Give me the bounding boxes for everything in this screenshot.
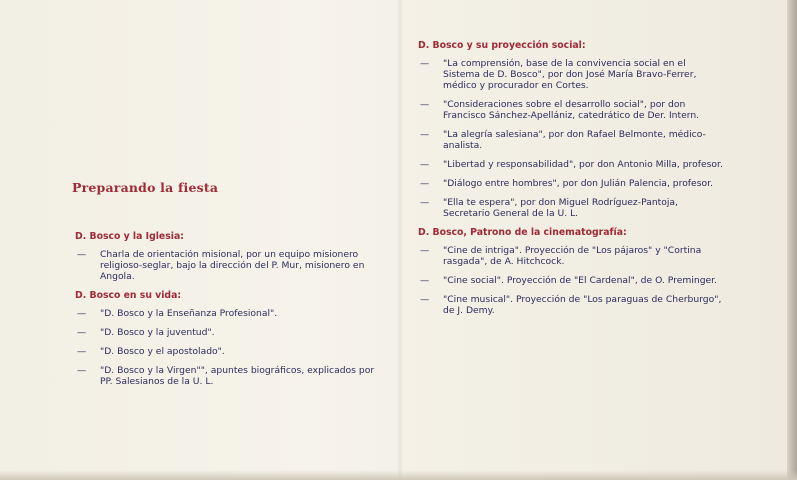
list-item: — "Cine social". Proyección de "El Cardenal", de O. Preminger. bbox=[420, 275, 718, 286]
page-edge-right bbox=[787, 0, 797, 480]
section-heading-vida: D. Bosco en su vida: bbox=[75, 290, 182, 301]
dash-icon: — bbox=[420, 129, 430, 140]
page-fold bbox=[397, 0, 403, 480]
list-item: — "Libertad y responsabilidad", por don Antonio Milla, profesor. bbox=[420, 159, 723, 170]
dash-icon: — bbox=[77, 346, 87, 357]
list-item: — "D. Bosco y la Enseñanza Profesional". bbox=[77, 308, 278, 319]
list-item: — Charla de orientación misional, por un equipo misionero religioso-seglar, bajo la dirección del P. Mur, misionero en Angola. bbox=[77, 249, 365, 282]
section-heading-proyeccion-social: D. Bosco y su proyección social: bbox=[418, 40, 586, 51]
list-item: — "D. Bosco y la juventud". bbox=[77, 327, 215, 338]
dash-icon: — bbox=[77, 365, 87, 376]
page-edge-bottom bbox=[0, 470, 797, 480]
dash-icon: — bbox=[77, 327, 87, 338]
section-heading-iglesia: D. Bosco y la Iglesia: bbox=[75, 231, 184, 242]
left-column bbox=[72, 180, 375, 395]
list-item: — "La comprensión, base de la convivencia social en el Sistema de D. Bosco", por don José María Bravo-Ferrer, médico y procurador en Cortes. bbox=[420, 58, 697, 91]
list-item: — "Diálogo entre hombres", por don Julián Palencia, profesor. bbox=[420, 178, 713, 189]
dash-icon: — bbox=[420, 58, 430, 69]
dash-icon: — bbox=[420, 159, 430, 170]
list-iglesia bbox=[75, 249, 375, 282]
list-cinematografia bbox=[418, 245, 723, 316]
list-item: — "D. Bosco y el apostolado". bbox=[77, 346, 225, 357]
dash-icon: — bbox=[77, 308, 87, 319]
list-item: — "Cine musical". Proyección de "Los paraguas de Cherburgo", de J. Demy. bbox=[420, 294, 722, 316]
right-column bbox=[418, 40, 723, 324]
list-item: — "Consideraciones sobre el desarrollo social", por don Francisco Sánchez-Apellániz, catedrático de Der. Intern. bbox=[420, 99, 700, 121]
dash-icon: — bbox=[420, 245, 430, 256]
section-heading-cinematografia: D. Bosco, Patrono de la cinematografía: bbox=[418, 227, 627, 238]
page-title: Preparando la fiesta bbox=[72, 180, 219, 195]
dash-icon: — bbox=[420, 275, 430, 286]
dash-icon: — bbox=[420, 99, 430, 110]
list-vida bbox=[75, 308, 375, 387]
dash-icon: — bbox=[77, 249, 87, 260]
list-item: — "Ella te espera", por don Miguel Rodríguez-Pantoja, Secretario General de la U. L. bbox=[420, 197, 678, 219]
list-item: — "D. Bosco y la Virgen"", apuntes biográficos, explicados por PP. Salesianos de la U. L. bbox=[77, 365, 375, 387]
list-item: — "La alegría salesiana", por don Rafael Belmonte, médico-analista. bbox=[420, 129, 706, 151]
list-proyeccion-social bbox=[418, 58, 723, 219]
list-item: — "Cine de intriga". Proyección de "Los pájaros" y "Cortina rasgada", de A. Hitchcock. bbox=[420, 245, 702, 267]
dash-icon: — bbox=[420, 294, 430, 305]
dash-icon: — bbox=[420, 197, 430, 208]
dash-icon: — bbox=[420, 178, 430, 189]
